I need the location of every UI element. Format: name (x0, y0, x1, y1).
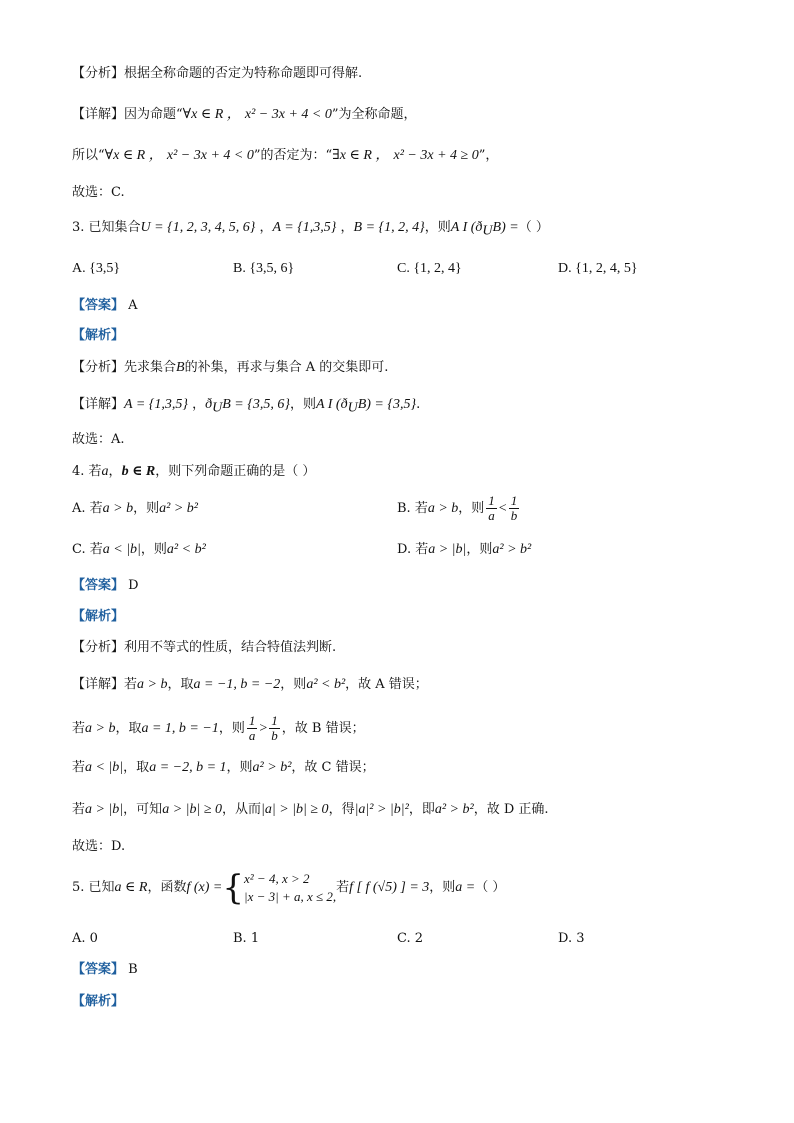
math: a² > b² (434, 802, 474, 817)
q2-analysis-text: 根据全称命题的否定为特称命题即可得解. (124, 66, 363, 81)
text: ，则 (280, 677, 307, 692)
math: ∀x ∈ R ， (104, 148, 163, 163)
text: ，即 (408, 802, 435, 817)
math: a = −1, b = −2 (193, 677, 281, 692)
answer-tag: 【答案】 (72, 578, 125, 593)
text: 因为命题“ (124, 107, 183, 122)
q5-option-d[interactable]: D. 3 (558, 931, 585, 946)
text: ，取 (167, 677, 194, 692)
math: a² < b² (306, 677, 346, 692)
q4-option-b[interactable]: B. 若a > b，则 $\frac{1}{a}$ < $\frac{1}{b}$ (397, 493, 518, 523)
math: U (347, 400, 358, 416)
q4-analysis-line (72, 638, 336, 658)
q4-detail-line-1 (72, 675, 428, 695)
q4-option-c[interactable] (72, 540, 206, 560)
q5-answer-line (72, 960, 138, 980)
math: f [ f (√5) ] = 3 (349, 880, 430, 895)
text: 3. 已知集合 (72, 220, 141, 235)
math: a < |b| (85, 760, 124, 775)
text: 若 (72, 721, 86, 736)
text: B. 若 (397, 501, 428, 516)
q3-detail-line: 【详解】A = {1,3,5} ，$ð_UB = \{3,5$, 6}，则A I $(ð_UB) = \{3,5\}$. (72, 397, 421, 416)
text: ，故 C 错误； (291, 760, 375, 775)
explain-tag: 【解析】 (72, 609, 125, 624)
math: A I (ð (450, 220, 483, 235)
math: B = {1, 2, 4} (353, 220, 425, 235)
text: ，故 B 错误； (281, 721, 365, 736)
q3-answer: A (128, 298, 138, 313)
text: 若 (336, 880, 350, 895)
text: 若 (72, 760, 86, 775)
math: x² − 3x + 4 < 0 (166, 148, 254, 163)
math: a > b (85, 721, 116, 736)
case-1: x² − 4, x > 2 (244, 870, 310, 886)
q3-stem: 3. 已知集合U = {1, 2, 3, 4, 5, 6} ，A = {1,3,5} ，B = {1, 2, 4}，则A I $(ð_UB)$ =（ ） (72, 220, 549, 239)
answer-tag: 【答案】 (72, 298, 125, 313)
q4-explain-tag (72, 607, 124, 627)
q3-option-a[interactable]: A. {3,5} (72, 261, 121, 276)
math: ∀x ∈ R ， (182, 107, 241, 122)
q2-detail-line-1 (72, 105, 417, 125)
math: a = 1, b = −1 (141, 721, 219, 736)
answer-tag: 【答案】 (72, 962, 125, 977)
fraction-1-over-a: $\frac{1}{a}$ (248, 713, 256, 743)
text: ，则 (140, 542, 167, 557)
text: ，故 D 正确. (473, 802, 549, 817)
math: a² < b² (166, 542, 206, 557)
q3-choose: 故选：A. (72, 432, 125, 447)
q5-option-c[interactable]: C. 2 (397, 931, 424, 946)
math: a > b (427, 501, 459, 516)
math: a (101, 464, 109, 479)
text: ，则 (133, 501, 160, 516)
q5-stem (72, 868, 505, 908)
q3-option-b[interactable]: B. {3,5, 6} (233, 261, 295, 276)
case-2: |x − 3| + a, x ≤ 2, (244, 888, 337, 904)
q4-option-a[interactable] (72, 499, 198, 519)
analysis-tag: 【分析】 (72, 66, 125, 81)
math: a > b (102, 501, 134, 516)
q4-option-d[interactable] (397, 540, 531, 560)
math: b ∈ R (121, 464, 156, 479)
q4-choose: 故选：D. (72, 839, 126, 854)
text: ，函数 (147, 880, 187, 895)
text: 若 (124, 677, 138, 692)
piecewise-cases (244, 870, 336, 906)
explain-tag: 【解析】 (72, 328, 125, 343)
math: x² − 3x + 4 < 0 (244, 107, 332, 122)
text: 所以“ (72, 148, 105, 163)
text: ，可知 (123, 802, 163, 817)
text: ，则 (458, 501, 485, 516)
math: a ∈ R (114, 880, 148, 895)
text: ”的否定为：“ (253, 148, 333, 163)
q3-option-c[interactable]: C. {1, 2, 4} (397, 261, 462, 276)
text: ，取 (123, 760, 150, 775)
q4-detail-line-4 (72, 800, 549, 820)
text: ”， (478, 148, 499, 163)
q4-detail-line-2: 若a > b，取a = 1, b = −1，则 $\frac{1}{a}$ > $\frac{1}{b}$ ，故 B 错误； (72, 713, 365, 743)
math: B) = {3,5} (357, 397, 417, 412)
math: ð (205, 397, 213, 412)
text: C. 若 (72, 542, 103, 557)
detail-tag: 【详解】 (72, 397, 125, 412)
text: ，故 A 错误； (345, 677, 428, 692)
math: a > |b| (428, 542, 467, 557)
q2-choose: 故选：C. (72, 185, 125, 200)
math: B = {3,5, 6} (222, 397, 290, 412)
fraction-1-over-b: $\frac{1}{b}$ (510, 493, 518, 523)
q2-analysis-line (72, 64, 362, 84)
text: ，取 (115, 721, 142, 736)
math: A I (ð (315, 397, 348, 412)
text: A. 若 (72, 501, 103, 516)
q3-explain-tag (72, 326, 124, 346)
text: ”为全称命题， (331, 107, 417, 122)
math: U (212, 400, 223, 416)
math: A = {1,3,5} (124, 397, 188, 412)
math: a = −2, b = 1 (149, 760, 227, 775)
text: ，则 (289, 397, 316, 412)
math: |a|² > |b|² (354, 802, 409, 817)
text: （ ） (518, 220, 549, 235)
text: （ ） (475, 880, 506, 895)
math: a² > b² (252, 760, 292, 775)
q5-option-a[interactable]: A. 0 (72, 931, 98, 946)
math: a < |b| (102, 542, 141, 557)
math: a > |b| ≥ 0 (162, 802, 223, 817)
q4-stem: 4. 若a，b ∈ R，则下列命题正确的是（ ） (72, 464, 316, 479)
fraction-1-over-b: $\frac{1}{b}$ (271, 713, 278, 743)
math: f (x) = (186, 880, 223, 895)
text: ，则下列命题正确的是（ ） (155, 464, 316, 479)
math: a² > b² (492, 542, 532, 557)
text: 利用不等式的性质，结合特值法判断. (124, 640, 337, 655)
text: 若 (72, 802, 86, 817)
q3-analysis-line (72, 358, 388, 378)
q2-detail-line-2 (72, 146, 498, 166)
math: B) = (492, 220, 519, 235)
text: ，则 (424, 220, 451, 235)
math: x² − 3x + 4 ≥ 0 (393, 148, 479, 163)
math: U = {1, 2, 3, 4, 5, 6} (140, 220, 256, 235)
explain-tag: 【解析】 (72, 994, 125, 1009)
analysis-tag: 【分析】 (72, 640, 125, 655)
text: ，得 (328, 802, 355, 817)
text: ，则 (226, 760, 253, 775)
q3-option-d[interactable]: D. {1, 2, 4, 5} (558, 261, 638, 276)
text: D. 若 (397, 542, 429, 557)
math: U (482, 223, 493, 239)
detail-tag: 【详解】 (72, 677, 125, 692)
q5-option-b[interactable]: B. 1 (233, 931, 260, 946)
detail-tag: 【详解】 (72, 107, 125, 122)
fraction-1-over-a: $\frac{1}{a}$ (488, 493, 495, 523)
math: a > |b| (85, 802, 124, 817)
math: a = (455, 880, 476, 895)
q3-answer-line (72, 296, 138, 316)
math: B (176, 360, 185, 375)
text: 4. 若 (72, 464, 102, 479)
math: ∃x ∈ R ， (332, 148, 390, 163)
math: a² > b² (159, 501, 198, 516)
math: A = {1,3,5} (272, 220, 337, 235)
left-brace: { (222, 867, 244, 908)
text: ，则 (466, 542, 493, 557)
q4-answer-line (72, 576, 139, 596)
analysis-tag: 【分析】 (72, 360, 125, 375)
text: 先求集合 (124, 360, 177, 375)
q5-answer: B (128, 962, 138, 977)
text: 5. 已知 (72, 880, 115, 895)
q4-answer: D (128, 578, 139, 593)
text: ，从而 (222, 802, 262, 817)
text: ，则 (218, 721, 245, 736)
math: a > b (137, 677, 168, 692)
text: ，则 (429, 880, 456, 895)
text: 的补集，再求与集合 A 的交集即可. (184, 360, 389, 375)
q5-explain-tag (72, 992, 124, 1012)
q4-detail-line-3 (72, 758, 375, 778)
math: |a| > |b| ≥ 0 (261, 802, 329, 817)
